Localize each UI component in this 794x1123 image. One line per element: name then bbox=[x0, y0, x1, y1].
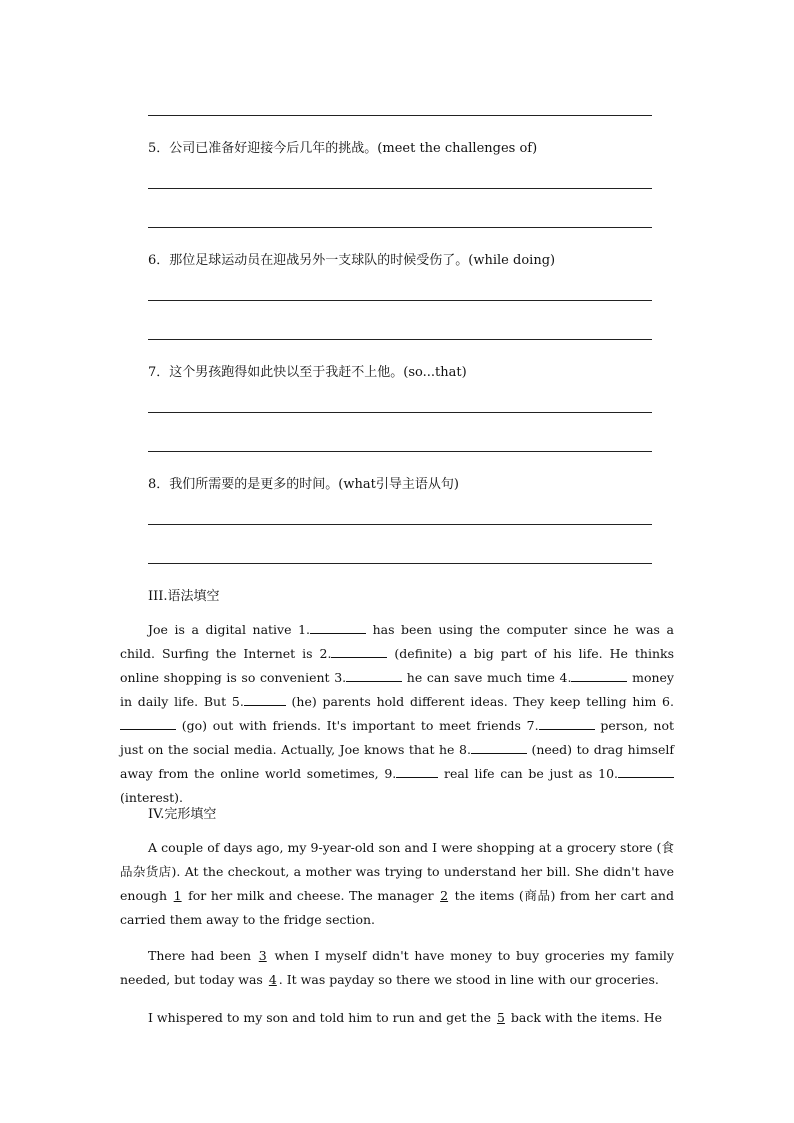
blank-2[interactable] bbox=[331, 645, 387, 658]
blank-6[interactable] bbox=[120, 717, 176, 730]
answer-line[interactable] bbox=[148, 300, 652, 301]
answer-line[interactable] bbox=[148, 524, 652, 525]
section-heading-grammar: III.语法填空 bbox=[148, 589, 220, 604]
answer-line[interactable] bbox=[148, 115, 652, 116]
answer-line[interactable] bbox=[148, 339, 652, 340]
cloze-blank-4[interactable]: 4 bbox=[268, 972, 277, 987]
question-hint: (so...that) bbox=[403, 365, 467, 380]
blank-8[interactable] bbox=[471, 741, 527, 754]
question-number: 6． bbox=[148, 253, 170, 268]
question-number: 8． bbox=[148, 477, 170, 492]
cloze-blank-1[interactable]: 1 bbox=[173, 888, 182, 903]
blank-4[interactable] bbox=[571, 669, 627, 682]
cloze-paragraph-2: There had been 3 when I myself didn't have money to buy groceries my family needed, but today was 4 . It was payday so there we stood in line with our groceries. bbox=[120, 948, 674, 987]
section-heading-cloze: IV.完形填空 bbox=[148, 807, 217, 822]
grammar-fill-paragraph: Joe is a digital native 1. has been using the computer since he was a child. Surfing the Internet is 2. (definite) a big part of his life. He thinks online shopping is so convenient 3. he can save much time 4. money in daily life. But 5. (he) parents hold different ideas. They keep telling him 6. (go) out with friends. It's important to meet friends 7. person, not just on the social media. Actually, Joe knows that he 8. (need) to drag himself away from the online world sometimes, 9. real life can be just as 10. (interest). bbox=[120, 622, 674, 805]
question-number: 7． bbox=[148, 365, 170, 380]
question-8 bbox=[148, 473, 459, 492]
question-text: 公司已准备好迎接今后几年的挑战。 bbox=[169, 141, 378, 156]
blank-3[interactable] bbox=[346, 669, 402, 682]
answer-line[interactable] bbox=[148, 451, 652, 452]
blank-10[interactable] bbox=[618, 765, 674, 778]
question-6 bbox=[148, 249, 555, 268]
cloze-blank-3[interactable]: 3 bbox=[258, 948, 267, 963]
cloze-blank-2[interactable]: 2 bbox=[440, 888, 449, 903]
blank-7[interactable] bbox=[539, 717, 595, 730]
blank-1[interactable] bbox=[310, 621, 366, 634]
cloze-paragraph-1: A couple of days ago, my 9-year-old son and I were shopping at a grocery store (食品杂货店). At the checkout, a mother was trying to understand her bill. She didn't have enough 1 for her milk and cheese. The manager 2 the items (商品) from her cart and carried them away to the fridge section. bbox=[120, 840, 674, 927]
cloze-blank-5[interactable]: 5 bbox=[496, 1010, 505, 1025]
answer-line[interactable] bbox=[148, 188, 652, 189]
answer-line[interactable] bbox=[148, 412, 652, 413]
question-text: 这个男孩跑得如此快以至于我赶不上他。 bbox=[169, 365, 404, 380]
question-5 bbox=[148, 137, 537, 156]
question-hint: (meet the challenges of) bbox=[377, 141, 538, 156]
question-hint: (while doing) bbox=[468, 253, 556, 268]
answer-line[interactable] bbox=[148, 227, 652, 228]
question-text: 我们所需要的是更多的时间。 bbox=[169, 477, 339, 492]
question-7 bbox=[148, 361, 467, 380]
question-hint: (what引导主语从句) bbox=[338, 477, 459, 492]
question-text: 那位足球运动员在迎战另外一支球队的时候受伤了。 bbox=[169, 253, 469, 268]
blank-5[interactable] bbox=[244, 693, 286, 706]
blank-9[interactable] bbox=[396, 765, 438, 778]
answer-line[interactable] bbox=[148, 563, 652, 564]
cloze-paragraph-3: I whispered to my son and told him to run and get the 5 back with the items. He bbox=[148, 1010, 663, 1025]
question-number: 5． bbox=[148, 141, 170, 156]
